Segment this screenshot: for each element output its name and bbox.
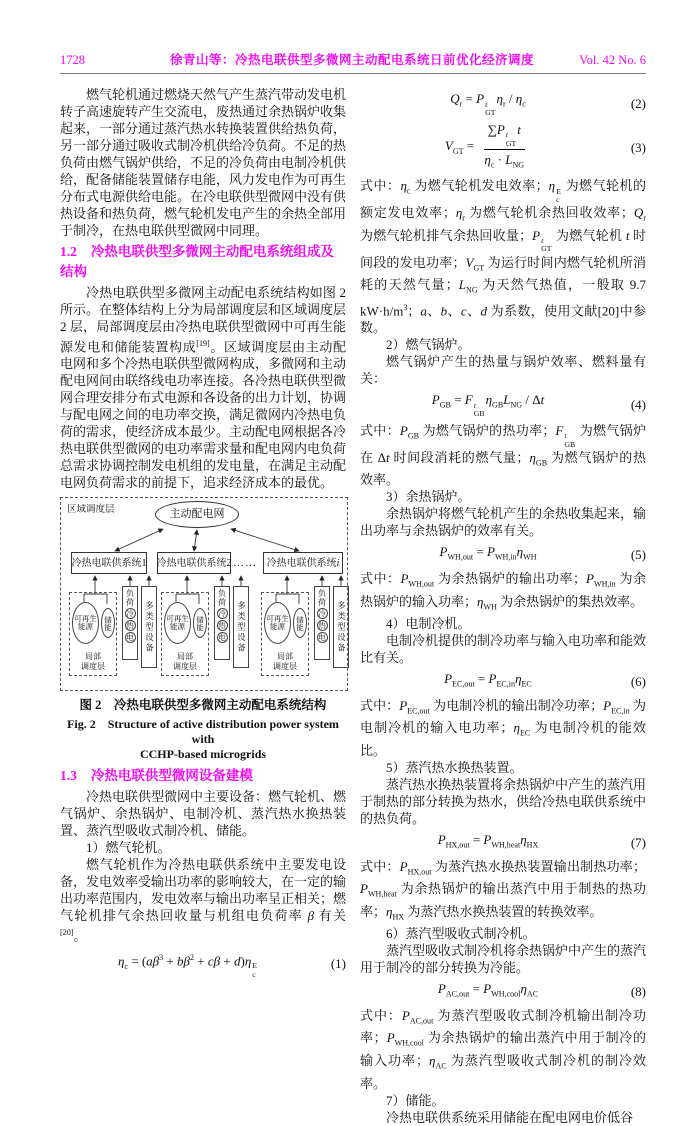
- load-type-heat: 热: [218, 621, 226, 631]
- item-gas-boiler: 2）燃气锅炉。: [386, 337, 471, 353]
- local-layer-label: 局部 调度层: [273, 652, 297, 672]
- section-title: 冷热电联供型微网设备建模: [90, 768, 253, 784]
- equation-8: [360, 980, 646, 1003]
- paragraph-device-list: 冷热电联供型微网中主要设备：燃气轮机、燃气锅炉、余热锅炉、电制冷机、蒸汽热水换热装置、蒸汽型吸收式制冷机、储能。: [60, 789, 347, 839]
- paragraph-energy-storage: 冷热电联供系统采用储能在配电网电价低谷: [386, 1109, 634, 1125]
- section-title: 冷热电联供型多微网主动配电系统组成及结构: [60, 244, 334, 279]
- paragraph-ac-variables: 式中：$P_{AC,out}$ 为蒸汽型吸收式制冷机输出制冷功率；$P_{WH,cool}$ 为余热锅炉的输出蒸汽中用于制冷的输入功率；$\eta_{AC}$ 为蒸汽型吸收式制冷机的制冷效率。: [360, 1007, 646, 1091]
- equation-number: (2): [630, 95, 646, 111]
- equation-number: (5): [630, 547, 646, 563]
- running-head: [60, 50, 646, 74]
- item-absorption-chiller: 6）蒸汽型吸收式制冷机。: [386, 926, 536, 942]
- right-column: [360, 86, 646, 1126]
- figure-2: [60, 497, 346, 762]
- multi-equipment-box: 多类型设备: [233, 586, 249, 668]
- equation-body: $\eta_c = (a\beta^3 + b\beta^2 + c\beta + d)\eta$ E c: [117, 952, 258, 979]
- equation-number: (3): [630, 139, 646, 155]
- storage-ellipse: 储能: [193, 608, 207, 638]
- load-type-cooling: 冷: [218, 609, 226, 619]
- equation-1: [60, 949, 346, 979]
- item-gas-turbine: 1）燃气轮机。: [86, 840, 171, 856]
- cchp-system-i-box: 冷热电联供系统 i: [263, 552, 343, 574]
- item-energy-storage: 7）储能。: [386, 1092, 445, 1108]
- left-column: [60, 86, 346, 1126]
- equation-number: (6): [630, 673, 646, 689]
- equation-3: [360, 121, 646, 173]
- load-type-heat: 热: [318, 621, 326, 631]
- storage-ellipse: 储能: [101, 608, 115, 638]
- region-dispatch-layer-label: 区域调度层: [67, 505, 115, 516]
- equation-5: [360, 543, 646, 566]
- renewable-energy-ellipse: 可再生能源: [264, 602, 291, 644]
- item-electric-chiller: 4）电制冷机。: [386, 616, 471, 632]
- figure-caption-zh: 图 2 冷热电联供型多微网主动配电系统结构: [79, 698, 327, 713]
- storage-ellipse: 储能: [293, 608, 307, 638]
- multi-equipment-box: 多类型设备: [141, 586, 157, 668]
- load-label: 负荷: [125, 589, 135, 608]
- equation-body: $P_{WH,out} = P_{WH,in}\eta_{WH}$: [439, 544, 537, 562]
- figure-2-caption: [60, 697, 346, 762]
- paragraph-absorption-chiller: 蒸汽型吸收式制冷机将余热锅炉中产生的蒸汽用于制冷的部分转换为冷能。: [360, 943, 647, 976]
- section-heading-1-3: [60, 766, 346, 786]
- load-type-heat: 热: [126, 621, 134, 631]
- local-layer-label: 局部 调度层: [81, 652, 105, 672]
- load-label: 负荷: [217, 589, 227, 608]
- equation-body: $V_{GT}$ = ∑P t GT t $\eta_c \cdot L_{NG}$: [444, 121, 525, 170]
- equation-number: (8): [630, 984, 646, 1000]
- renewable-energy-ellipse: 可再生能源: [72, 602, 99, 644]
- cchp-system-2-box: 冷热电联供系统2: [157, 552, 231, 574]
- equation-2: [360, 90, 646, 117]
- equation-body: $P_{AC,out} = P_{WH,cool}\eta_{AC}$: [437, 981, 539, 999]
- equation-number: (4): [630, 397, 646, 412]
- microgrid-group: [161, 582, 249, 688]
- two-column-body: [60, 86, 646, 1126]
- page-number: 1728: [60, 53, 85, 67]
- figure-2-diagram: [60, 497, 348, 691]
- local-dispatch-box: [161, 592, 209, 676]
- paragraph-electric-chiller: 电制冷机提供的制冷功率与输入电功率和能效比有关。: [360, 633, 647, 666]
- item-waste-heat-boiler: 3）余热锅炉。: [386, 489, 471, 505]
- load-type-cooling: 冷: [318, 609, 326, 619]
- paragraph-ec-variables: 式中：$P_{EC,out}$ 为电制冷机的输出制冷功率；$P_{EC,in}$ 为电制冷机的输入电功率；$\eta_{EC}$ 为电制冷机的能效比。: [360, 697, 646, 758]
- active-distribution-network-node: 主动配电网: [155, 501, 239, 528]
- equation-number: (7): [630, 834, 646, 850]
- equation-body: $P_{GB} = F$ t GB $\eta_{GB}L_{NG}$ / Δt: [431, 392, 545, 418]
- equation-6: [360, 670, 646, 693]
- renewable-energy-ellipse: 可再生能源: [164, 602, 191, 644]
- load-type-electric: 电: [318, 633, 326, 643]
- section-number: 1.2: [60, 244, 77, 259]
- paragraph-cchp-intro: 燃气轮机通过燃烧天然气产生蒸汽带动发电机转子高速旋转产生交流电，废热通过余热锅炉收集起来，一部分通过蒸汽热水转换装置供给热负荷，另一部分通过吸收式制冷机供给冷负荷。不足的热负荷由燃气锅炉供给，不足的冷负荷由电制冷机供给，配备储能装置储存电能，风力发电作为可再生分布式电源供给电能。在冷电联供型微网中没有供热设备和热负荷，燃气轮机发电产生的余热全部用于制冷，在热电联供型微网中同理。: [60, 87, 347, 238]
- paragraph-gb-variables: 式中：$P_{GB}$ 为燃气锅炉的热功率；F t GB 为燃气锅炉在 Δt 时间段消耗的燃气量；$\eta_{GB}$ 为燃气锅炉的热效率。: [360, 422, 646, 488]
- local-layer-label: 局部 调度层: [173, 652, 197, 672]
- paragraph-heat-exchanger: 蒸汽热水换热装置将余热锅炉中产生的蒸汽用于制热的部分转换为热水，供给冷热电联供系统中的热负荷。: [360, 776, 647, 826]
- load-box: [214, 586, 230, 660]
- equation-body: $P_{EC,out} = P_{EC,in}\eta_{EC}$: [444, 671, 532, 689]
- equation-body: $Q_r = P$ t GT $\eta_r / \eta_c$: [450, 91, 526, 117]
- cchp-system-1-box: 冷热电联供系统1: [71, 552, 147, 574]
- running-title: 徐青山等：冷热电联供型多微网主动配电系统日前优化经济调度: [169, 53, 534, 67]
- paragraph-gas-boiler: 燃气锅炉产生的热量与锅炉效率、燃料量有关：: [360, 354, 646, 387]
- load-box: [122, 586, 138, 660]
- paragraph-waste-heat-boiler: 余热锅炉将燃气轮机产生的余热收集起来，输出功率与余热锅炉的效率有关。: [360, 506, 647, 539]
- paragraph-gas-turbine: 燃气轮机作为冷热电联供系统中主要发电设备，发电效率受输出功率的影响较大，在一定的输出功率范围内，发电效率与输出功率呈正相关；燃气轮机排气余热回收量与机组电负荷率 β 有关[20]。: [60, 857, 347, 944]
- microgrid-group: [69, 582, 157, 688]
- equation-number: (1): [330, 956, 346, 972]
- paragraph-system-structure: 冷热电联供型多微网主动配电系统结构如图 2 所示。在整体结构上分为局部调度层和区域调度层 2 层，局部调度层由冷热电联供型微网中可再生能源发电和储能装置构成[19]。区域调度层由主动配电网和多个冷热电联供型微网构成，多微网和主动配电网间由联络线电功率连接。各冷热电联供型微网合理安排分布式电源和各设备的出力计划，协调与配电网之间的电功率交换，满足微网内冷热电负荷的需求，使经济成本最少。主动配电网根据各冷热电联供型微网的电功率需求量和配电网内电负荷总需求协调控制发电机组的发电量，在满足主动配电网负荷需求的前提下，追求经济成本的最优。: [60, 285, 347, 491]
- load-box: [314, 586, 330, 660]
- load-type-electric: 电: [218, 633, 226, 643]
- load-label: 负荷: [317, 589, 327, 608]
- section-number: 1.3: [60, 768, 77, 784]
- equation-body: $P_{HX,out} = P_{WH,heat}\eta_{HX}$: [437, 831, 539, 850]
- paragraph-gt-variables: 式中：$\eta_c$ 为燃气轮机发电效率；η E c 为燃气轮机的额定发电效率；$\eta_r$ 为燃气轮机余热回收效率；$Q_r$ 为燃气轮机排气余热回收量；P t GT 为燃气轮机 t 时间段的发电功率；$V_{GT}$ 为运行时间内燃气轮机所消耗的天然气量；$L_{NG}$ 为天然气热值，一般取 9.7 $kW\cdot h/m^3$；a、b、c、d 为系数，使用文献[20]中参数。: [360, 178, 646, 336]
- equation-7: [360, 831, 646, 854]
- section-heading-1-2: [60, 242, 346, 282]
- paragraph-wh-variables: 式中：$P_{WH,out}$ 为余热锅炉的输出功率；$P_{WH,in}$ 为余热锅炉的输入功率；$\eta_{WH}$ 为余热锅炉的集热效率。: [360, 570, 646, 612]
- load-type-cooling: 冷: [126, 609, 134, 619]
- multi-equipment-box: 多类型设备: [333, 586, 349, 668]
- microgrid-group: [261, 582, 349, 688]
- paragraph-hx-variables: 式中：$P_{HX,out}$ 为蒸汽热水换热装置输出制热功率；$P_{WH,heat}$ 为余热锅炉的输出蒸汽中用于制热的热功率；$\eta_{HX}$ 为蒸汽热水换热装置的转换效率。: [360, 858, 646, 922]
- local-dispatch-box: [261, 592, 309, 676]
- volume-issue: Vol. 42 No. 6: [579, 53, 646, 67]
- equation-4: [360, 391, 646, 418]
- ellipsis-dots: ……: [233, 557, 257, 570]
- load-type-electric: 电: [126, 633, 134, 643]
- figure-caption-en: Fig. 2 Structure of active distribution power system with CCHP-based microgrids: [67, 717, 339, 762]
- local-dispatch-box: [69, 592, 117, 676]
- item-heat-exchanger: 5）蒸汽热水换热装置。: [386, 759, 523, 775]
